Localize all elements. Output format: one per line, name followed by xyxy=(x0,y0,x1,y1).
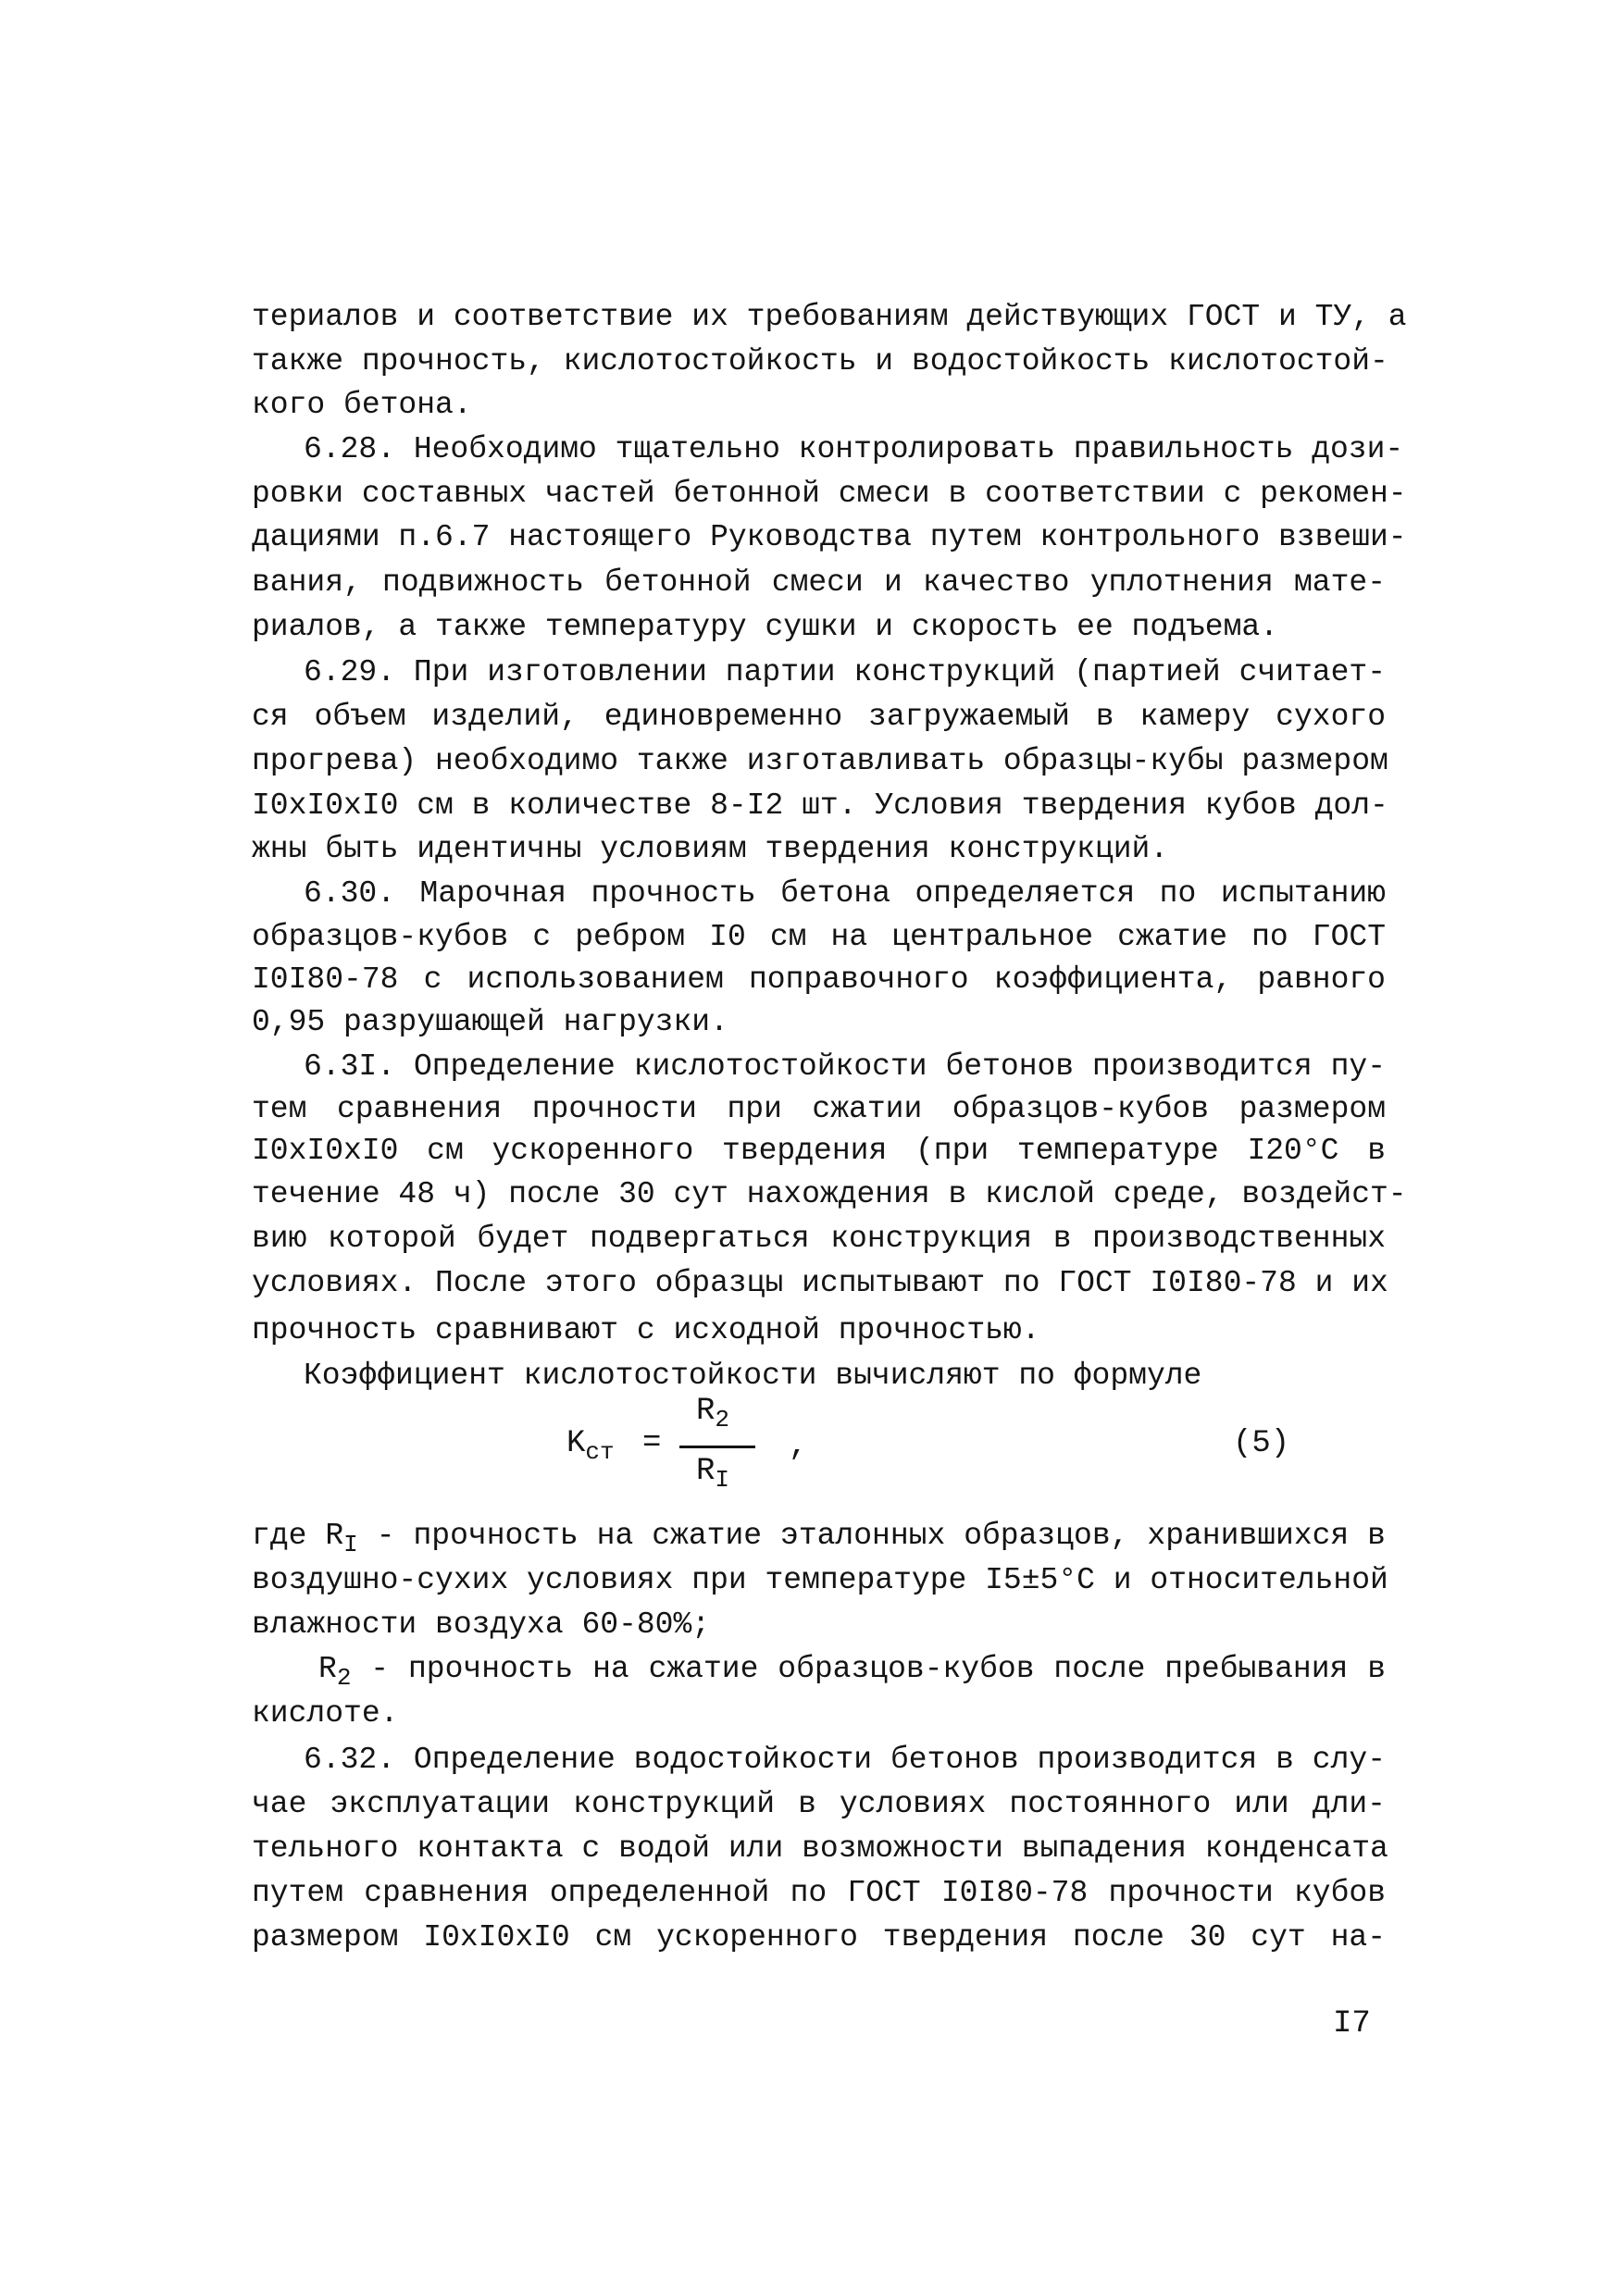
formula-lhs: $K_{ст}$ = xyxy=(566,1426,662,1466)
fraction-bar xyxy=(679,1446,755,1448)
text-line: кого бетона. xyxy=(252,388,472,422)
text-line: где $R_I$ - прочность на сжатие эталонных образцов, хранившихся в xyxy=(252,1519,1386,1558)
text-line: I0xI0xI0 см в количестве 8-I2 шт. Условия твердения кубов дол- xyxy=(252,788,1388,823)
text-line: кислоте. xyxy=(252,1696,399,1731)
text-line: воздушно-сухих условиях при температуре I5±5°С и относительной xyxy=(252,1563,1388,1597)
text-line: тельного контакта с водой или возможности выпадения конденсата xyxy=(252,1831,1388,1866)
text-line: чае эксплуатации конструкций в условиях постоянного или дли- xyxy=(252,1787,1386,1821)
text-line: 6.28. Необходимо тщательно контролировать правильность дози- xyxy=(304,432,1404,466)
text-line: ся объем изделий, единовременно загружаемый в камеру сухого xyxy=(252,700,1386,734)
formula-comma: , xyxy=(789,1429,808,1464)
formula-denominator: $R_I$ xyxy=(696,1454,730,1494)
text-line: прогрева) необходимо также изготавливать образцы-кубы размером xyxy=(252,744,1388,778)
page-number: I7 xyxy=(1333,2006,1371,2042)
text-line: также прочность, кислотостойкость и водостойкость кислотостой- xyxy=(252,344,1388,379)
text-line: I0I80-78 с использованием поправочного коэффициента, равного xyxy=(252,962,1386,997)
text-line: 6.32. Определение водостойкости бетонов производится в слу- xyxy=(304,1743,1386,1777)
text-line: образцов-кубов с ребром I0 см на центральное сжатие по ГОСТ xyxy=(252,920,1386,954)
text-line: путем сравнения определенной по ГОСТ I0I80-78 прочности кубов xyxy=(252,1876,1386,1910)
text-line: ровки составных частей бетонной смеси в соответствии с рекомен- xyxy=(252,477,1407,511)
text-line: риалов, а также температуру сушки и скорость ее подъема. xyxy=(252,610,1278,644)
text-line: размером I0xI0xI0 см ускоренного твердения после 30 сут на- xyxy=(252,1920,1386,1955)
text-line: териалов и соответствие их требованиям действующих ГОСТ и ТУ, а xyxy=(252,300,1407,334)
text-line: вания, подвижность бетонной смеси и качество уплотнения мате- xyxy=(252,565,1386,600)
text-line: условиях. После этого образцы испытывают по ГОСТ I0I80-78 и их xyxy=(252,1266,1388,1300)
text-line: $R_2$ - прочность на сжатие образцов-кубов после пребывания в xyxy=(318,1652,1386,1692)
text-line: прочность сравнивают с исходной прочностью. xyxy=(252,1313,1040,1347)
text-line: жны быть идентичны условиям твердения конструкций. xyxy=(252,832,1169,866)
text-line: вию которой будет подвергаться конструкция в производственных xyxy=(252,1222,1386,1256)
text-line: 6.29. При изготовлении партии конструкций (партией считает- xyxy=(304,655,1386,689)
text-line: влажности воздуха 60-80%; xyxy=(252,1607,711,1642)
text-line: 0,95 разрушающей нагрузки. xyxy=(252,1005,728,1039)
text-line: течение 48 ч) после 30 сут нахождения в кислой среде, воздейст- xyxy=(252,1177,1407,1211)
text-line: 6.3I. Определение кислотостойкости бетонов производится пу- xyxy=(304,1049,1386,1084)
formula-number: (5) xyxy=(1233,1426,1290,1461)
formula-numerator: $R_2$ xyxy=(696,1394,730,1433)
text-line: 6.30. Марочная прочность бетона определяется по испытанию xyxy=(304,876,1386,911)
text-line: дациями п.6.7 настоящего Руководства путем контрольного взвеши- xyxy=(252,520,1407,554)
text-line: I0xI0xI0 см ускоренного твердения (при температуре I20°С в xyxy=(252,1134,1386,1168)
text-line: тем сравнения прочности при сжатии образцов-кубов размером xyxy=(252,1092,1386,1126)
text-line: Коэффициент кислотостойкости вычисляют по формуле xyxy=(304,1359,1202,1393)
